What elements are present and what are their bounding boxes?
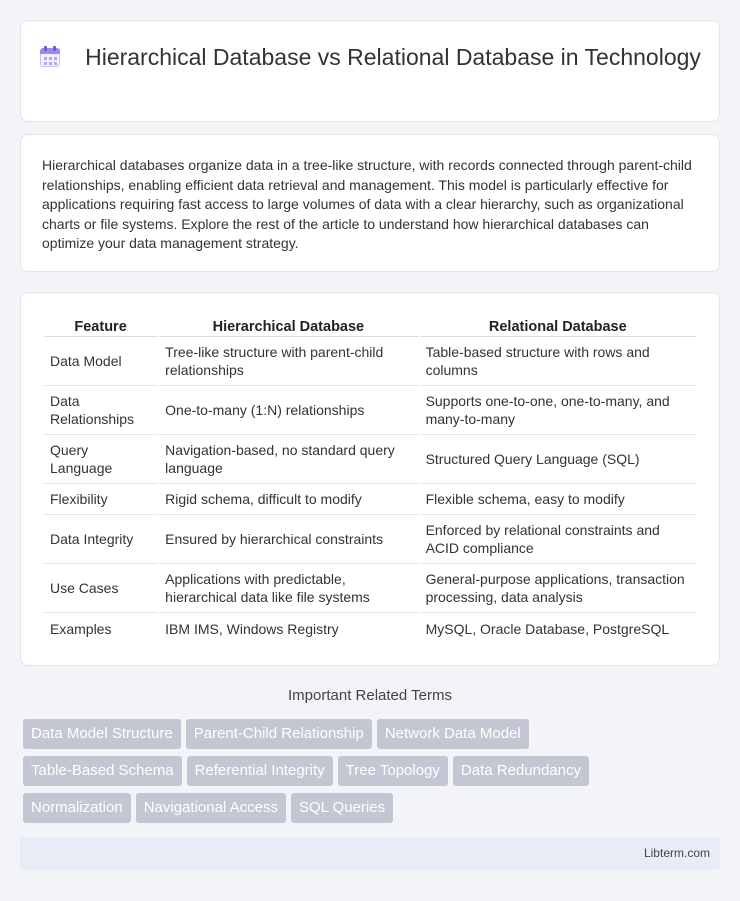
tag-data-redundancy[interactable]: Data Redundancy bbox=[453, 756, 589, 786]
table-cell: Applications with predictable, hierarchical data like file systems bbox=[159, 564, 417, 613]
table-cell: Table-based structure with rows and columns bbox=[420, 337, 696, 386]
column-header: Hierarchical Database bbox=[159, 315, 417, 337]
intro-card bbox=[20, 134, 720, 272]
tag-parent-child-relationship[interactable]: Parent-Child Relationship bbox=[186, 719, 372, 749]
table-cell: Supports one-to-one, one-to-many, and many-to-many bbox=[420, 386, 696, 435]
footer bbox=[20, 837, 720, 870]
table-cell: Flexibility bbox=[44, 484, 157, 515]
table-cell: Enforced by relational constraints and ACID compliance bbox=[420, 515, 696, 564]
table-cell: Query Language bbox=[44, 435, 157, 484]
table-row bbox=[44, 484, 696, 515]
table-row bbox=[44, 613, 696, 644]
table-header-row bbox=[44, 315, 696, 337]
table-row bbox=[44, 337, 696, 386]
tag-sql-queries[interactable]: SQL Queries bbox=[291, 793, 393, 823]
table-cell: General-purpose applications, transaction processing, data analysis bbox=[420, 564, 696, 613]
tag-row bbox=[23, 793, 398, 823]
tag-row bbox=[23, 719, 534, 749]
column-header: Relational Database bbox=[420, 315, 696, 337]
table-cell: Use Cases bbox=[44, 564, 157, 613]
tag-navigational-access[interactable]: Navigational Access bbox=[136, 793, 286, 823]
table-cell: Data Model bbox=[44, 337, 157, 386]
calendar-icon bbox=[39, 46, 61, 68]
table-cell: Flexible schema, easy to modify bbox=[420, 484, 696, 515]
table-cell: Data Relationships bbox=[44, 386, 157, 435]
table-row bbox=[44, 515, 696, 564]
tag-data-model-structure[interactable]: Data Model Structure bbox=[23, 719, 181, 749]
column-header: Feature bbox=[44, 315, 157, 337]
page-title bbox=[21, 43, 719, 72]
table-row bbox=[44, 386, 696, 435]
table-cell: Examples bbox=[50, 620, 112, 637]
table-cell: Structured Query Language (SQL) bbox=[420, 435, 696, 484]
intro-paragraph: Hierarchical databases organize data in a tree-like structure, with records connected through parent-child relationships, enabling efficient data retrieval and management. This model is particularly effective for applications requiring fast access to large volumes of data with a clear hierarchy, such as organizational charts or file systems. Explore the rest of the article to understand how hierarchical databases can optimize your data management strategy. bbox=[42, 157, 692, 251]
page-title-text: Hierarchical Database vs Relational Database in Technology bbox=[85, 44, 701, 70]
table-cell: Navigation-based, no standard query language bbox=[159, 435, 417, 484]
table-cell: Ensured by hierarchical constraints bbox=[159, 515, 417, 564]
tag-table-based-schema[interactable]: Table-Based Schema bbox=[23, 756, 182, 786]
table-cell: One-to-many (1:N) relationships bbox=[159, 386, 417, 435]
tag-tree-topology[interactable]: Tree Topology bbox=[338, 756, 448, 786]
related-terms-heading: Important Related Terms bbox=[288, 687, 452, 704]
table-cell: Tree-like structure with parent-child relationships bbox=[159, 337, 417, 386]
table-cell: MySQL, Oracle Database, PostgreSQL bbox=[425, 620, 670, 637]
footer-site-link[interactable]: Libterm.com bbox=[643, 846, 710, 860]
comparison-table bbox=[42, 315, 698, 644]
table-row bbox=[44, 564, 696, 613]
table-cell: Rigid schema, difficult to modify bbox=[159, 484, 417, 515]
title-card bbox=[20, 20, 720, 122]
table-cell: Data Integrity bbox=[44, 515, 157, 564]
comparison-card bbox=[20, 292, 720, 666]
tag-referential-integrity[interactable]: Referential Integrity bbox=[187, 756, 333, 786]
table-cell: IBM IMS, Windows Registry bbox=[165, 620, 339, 637]
tag-normalization[interactable]: Normalization bbox=[23, 793, 131, 823]
tag-network-data-model[interactable]: Network Data Model bbox=[377, 719, 529, 749]
table-row bbox=[44, 435, 696, 484]
tag-row bbox=[23, 756, 594, 786]
